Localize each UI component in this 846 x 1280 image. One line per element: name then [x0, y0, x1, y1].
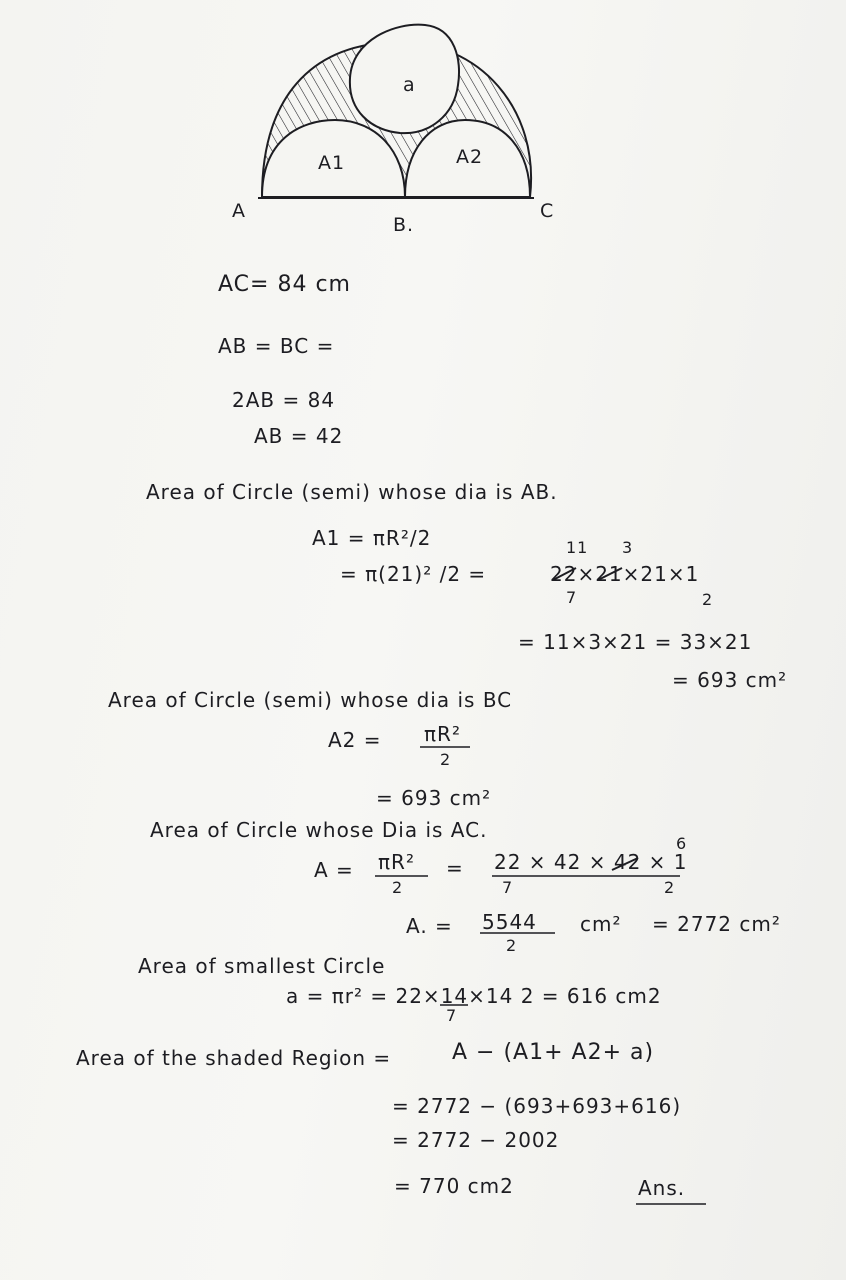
circle-ac-lhs: A = [314, 858, 354, 882]
circle-ac-result-lhs: A. = [406, 914, 453, 938]
circle-ac-calc-den-7: 7 [502, 878, 514, 897]
shaded-step-2: = 2772 − 2002 [392, 1128, 560, 1152]
semi-ab-fraction-num: 22×21×21×1 [550, 562, 700, 586]
circle-ac-result-den: 2 [506, 936, 518, 955]
label-a2: A2 [456, 146, 484, 168]
given-ab-eq-bc: AB = BC = [218, 334, 335, 358]
semi-bc-lhs: A2 = [328, 728, 382, 752]
cancel-6: 6 [676, 834, 688, 853]
circle-ac-result-num: 5544 [482, 910, 537, 934]
semi-ab-formula: A1 = πR²/2 [312, 526, 432, 550]
semi-ab-den-7: 7 [566, 588, 578, 607]
circle-ac-result-unit: cm² [580, 912, 622, 936]
semi-ab-simplify: = 11×3×21 = 33×21 [518, 630, 753, 654]
semi-ab-substitution: = π(21)² /2 = [340, 562, 487, 586]
answer-mark: Ans. [638, 1176, 686, 1200]
shaded-heading: Area of the shaded Region = [76, 1046, 392, 1070]
given-ac: AC= 84 cm [218, 272, 351, 297]
semi-ab-heading: Area of Circle (semi) whose dia is AB. [146, 480, 558, 504]
given-ab: AB = 42 [254, 424, 344, 448]
semi-bc-num: πR² [424, 722, 461, 746]
semi-bc-result: = 693 cm² [376, 786, 492, 810]
circle-ac-calc-num: 22 × 42 × 42 × 1 [494, 850, 688, 874]
circle-ac-result-final: = 2772 cm² [652, 912, 781, 936]
cancel-11: 11 [566, 538, 589, 557]
cancel-3: 3 [622, 538, 634, 557]
circle-ac-eq: = [446, 856, 464, 880]
circle-ac-num: πR² [378, 850, 415, 874]
point-a: A [232, 200, 246, 222]
semi-ab-den-2: 2 [702, 590, 714, 609]
shaded-expr: A − (A1+ A2+ a) [452, 1040, 655, 1065]
semi-bc-heading: Area of Circle (semi) whose dia is BC [108, 688, 513, 712]
label-a1: A1 [318, 152, 346, 174]
point-c: C [540, 200, 555, 222]
given-two-ab: 2AB = 84 [232, 388, 336, 412]
circle-ac-den: 2 [392, 878, 404, 897]
label-small-circle: a [403, 74, 416, 96]
smallest-line: a = πr² = 22×14×14 2 = 616 cm2 [286, 984, 662, 1008]
point-b: B. [393, 214, 415, 236]
smallest-heading: Area of smallest Circle [138, 954, 386, 978]
circle-ac-heading: Area of Circle whose Dia is AC. [150, 818, 488, 842]
smallest-den: 7 [446, 1006, 458, 1025]
shaded-step-1: = 2772 − (693+693+616) [392, 1094, 682, 1118]
shaded-step-3: = 770 cm2 [394, 1174, 514, 1198]
circle-ac-calc-den-2: 2 [664, 878, 676, 897]
semi-ab-result: = 693 cm² [672, 668, 788, 692]
semi-bc-den: 2 [440, 750, 452, 769]
